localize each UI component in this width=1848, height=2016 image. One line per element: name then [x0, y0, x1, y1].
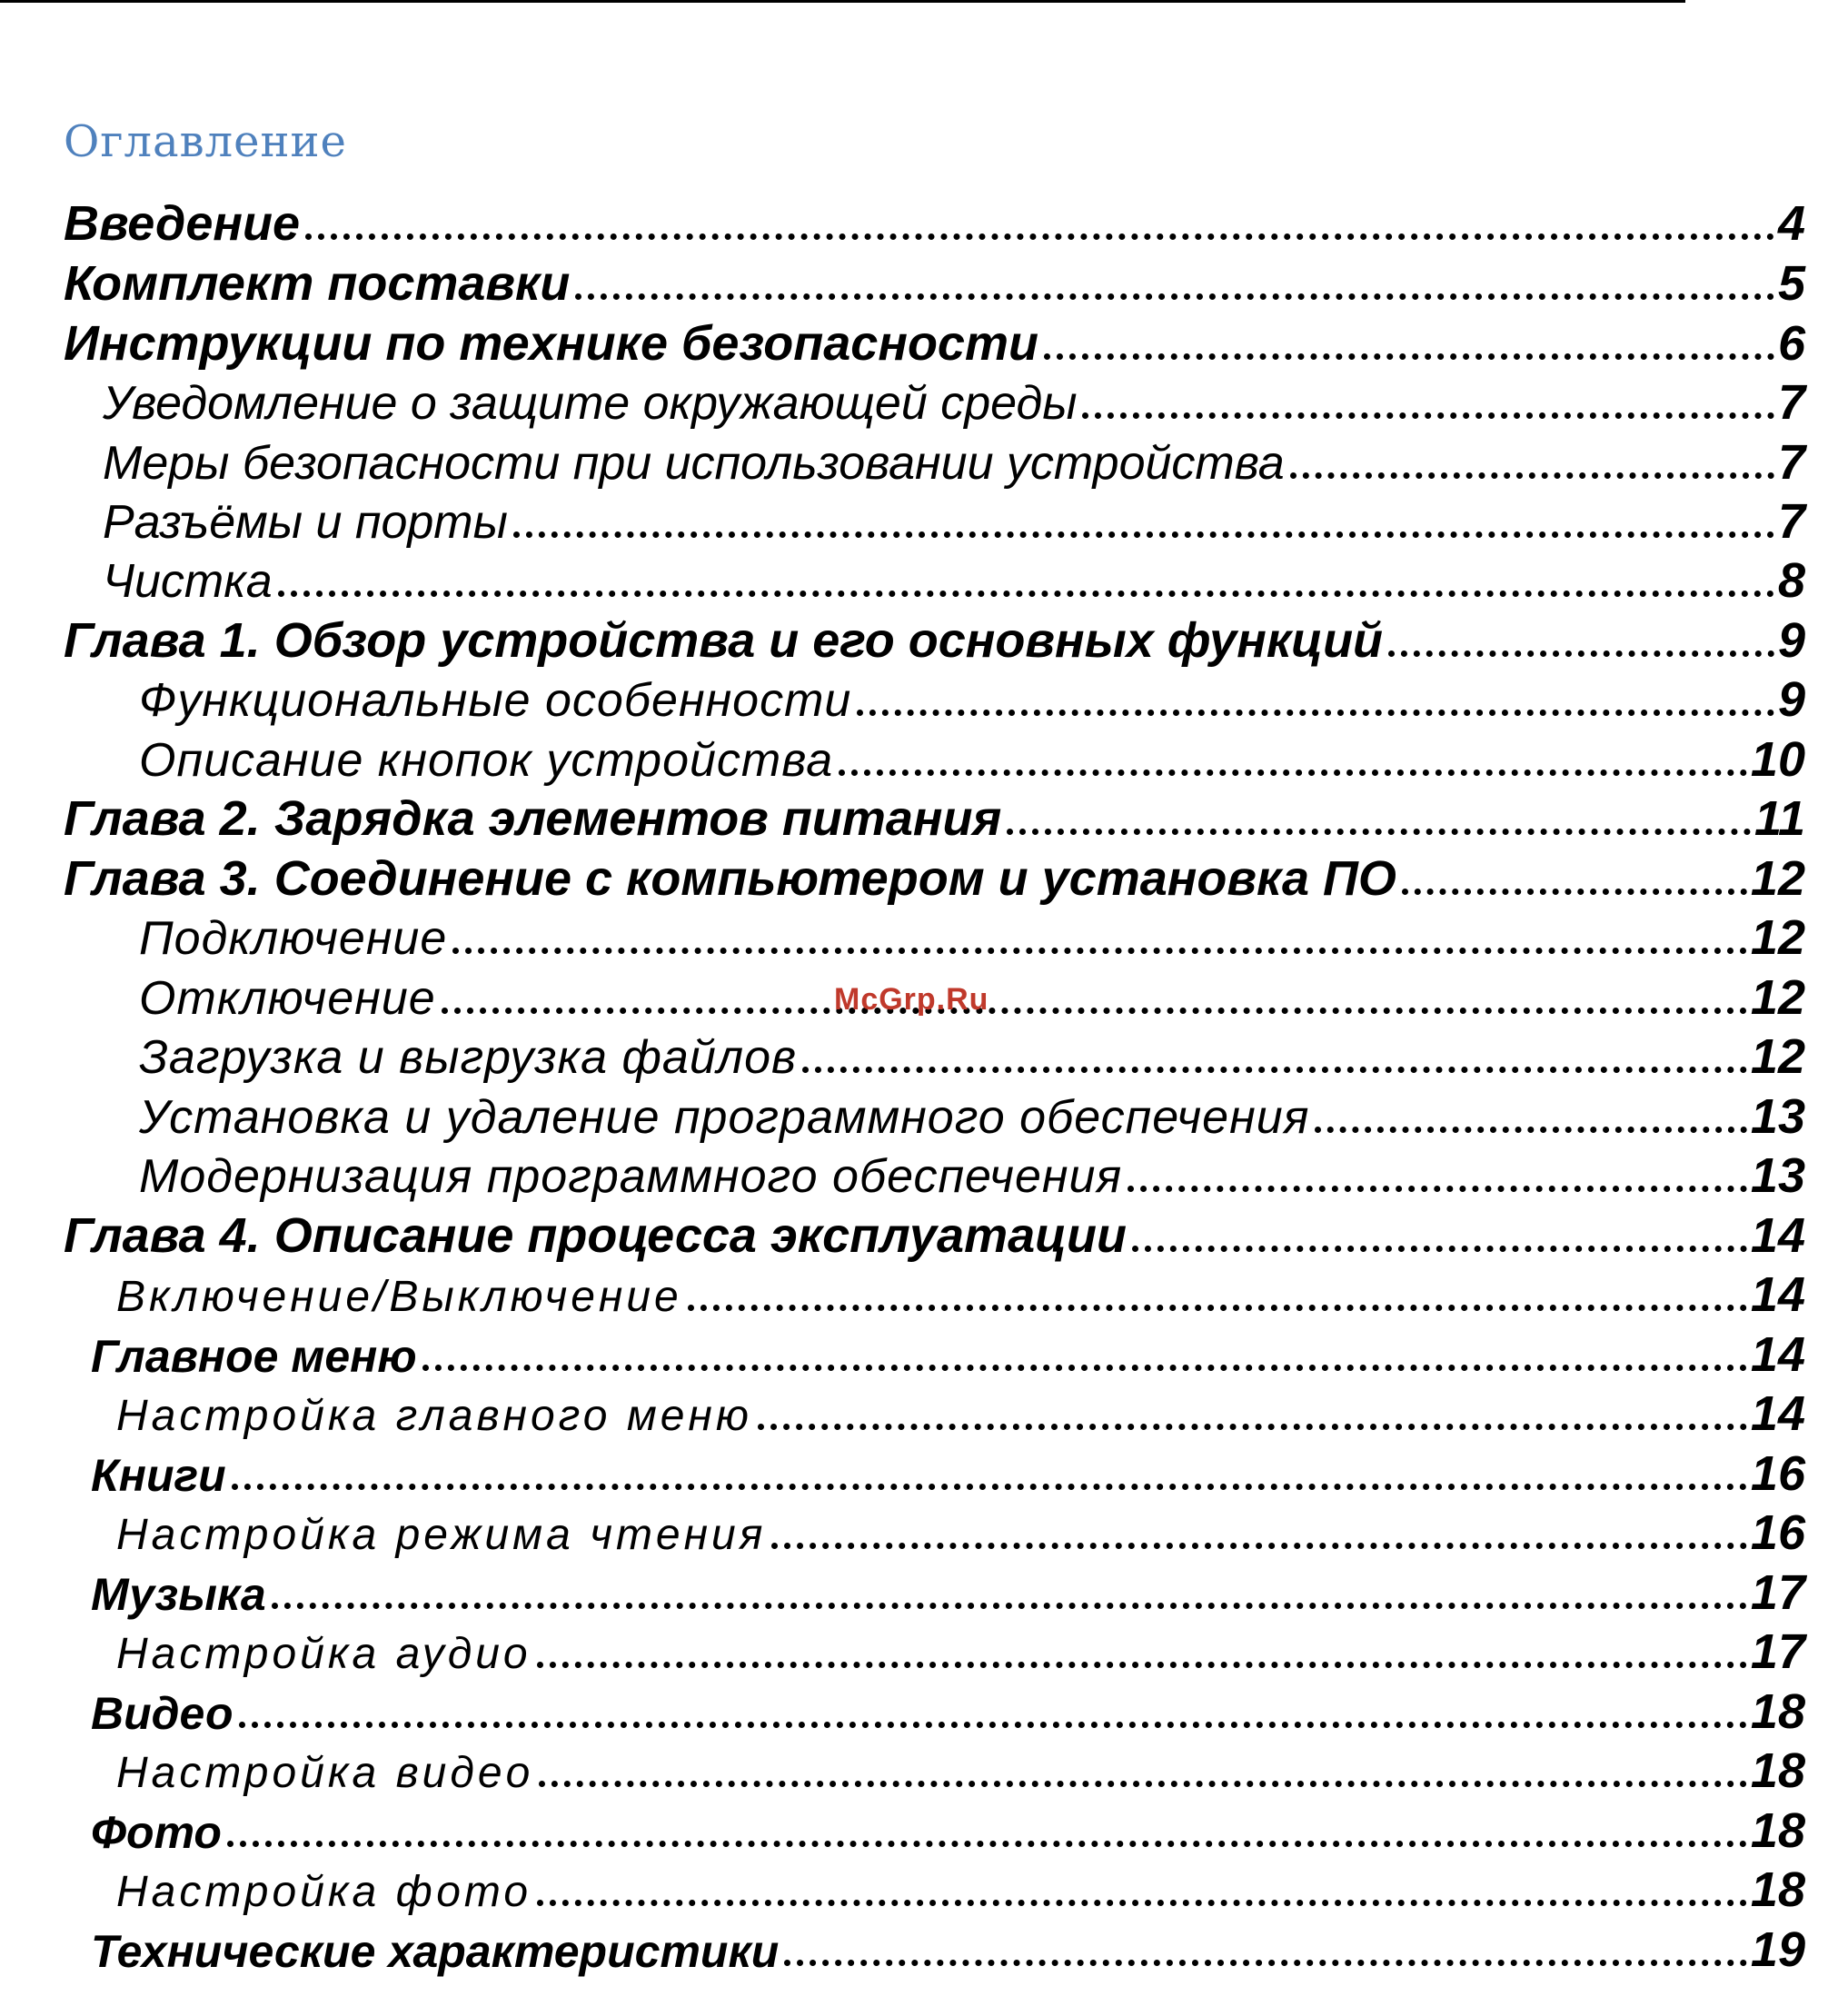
toc-entry-page: 12 [1750, 970, 1805, 1025]
toc-entry-page: 9 [1777, 672, 1805, 727]
toc-entry-label: Глава 2. Зарядка элементов питания [64, 791, 1002, 846]
toc-entry[interactable] [0, 1557, 1805, 1620]
toc-entry-page: 16 [1750, 1505, 1805, 1560]
toc-entry-label: Чистка [103, 555, 273, 608]
toc-entry[interactable] [0, 1497, 1805, 1560]
toc-entry-label: Настройка режима чтения [116, 1511, 767, 1559]
toc-leader-dots [771, 1543, 1747, 1549]
toc-leader-dots [1007, 829, 1751, 835]
toc-leader-dots [857, 710, 1774, 716]
toc-heading: Оглавление [64, 116, 347, 167]
toc-entry-page: 13 [1750, 1089, 1805, 1144]
toc-entry-page: 19 [1750, 1922, 1805, 1977]
toc-leader-dots [537, 1900, 1747, 1906]
toc-entry[interactable] [0, 427, 1805, 490]
toc-entry[interactable] [0, 1200, 1805, 1263]
toc-entry[interactable] [0, 1676, 1805, 1739]
toc-entry-label: Главное меню [91, 1331, 417, 1382]
toc-leader-dots [1082, 412, 1773, 419]
toc-leader-dots [539, 1781, 1747, 1787]
toc-entry[interactable] [0, 783, 1805, 846]
toc-entry-label: Функциональные особенности [139, 674, 852, 727]
toc-entry-label: Глава 1. Обзор устройства и его основных функций [64, 613, 1384, 668]
toc-leader-dots [1044, 353, 1774, 360]
toc-entry[interactable] [0, 1140, 1805, 1203]
toc-entry[interactable] [0, 843, 1805, 906]
toc-leader-dots [1402, 889, 1747, 895]
toc-leader-dots [422, 1365, 1747, 1371]
toc-entry-page: 14 [1750, 1386, 1805, 1441]
toc-entry[interactable] [0, 724, 1805, 787]
toc-entry[interactable] [0, 1438, 1805, 1501]
toc-leader-dots [442, 1008, 1747, 1014]
toc-leader-dots [513, 531, 1774, 538]
toc-entry-page: 14 [1750, 1327, 1805, 1382]
toc-entry[interactable] [0, 1259, 1805, 1322]
toc-entry[interactable] [0, 664, 1805, 727]
toc-leader-dots [1290, 472, 1774, 479]
toc-entry-label: Загрузка и выгрузка файлов [139, 1031, 798, 1084]
toc-leader-dots [278, 591, 1774, 597]
toc-entry-label: Инструкции по технике безопасности [64, 316, 1038, 371]
toc-entry[interactable] [0, 605, 1805, 668]
toc-entry[interactable] [0, 1735, 1805, 1798]
toc-entry-page: 7 [1777, 375, 1805, 430]
toc-entry[interactable] [0, 1378, 1805, 1441]
toc-entry-page: 18 [1750, 1862, 1805, 1917]
toc-leader-dots [1315, 1127, 1747, 1133]
toc-entry[interactable] [0, 1081, 1805, 1144]
toc-entry[interactable] [0, 545, 1805, 608]
toc-entry-page: 8 [1777, 553, 1805, 608]
toc-leader-dots [232, 1484, 1747, 1490]
toc-entry-label: Глава 3. Соединение с компьютером и установка ПО [64, 851, 1396, 906]
toc-entry-label: Модернизация программного обеспечения [139, 1150, 1123, 1203]
toc-entry-label: Настройка аудио [116, 1630, 532, 1678]
toc-entry[interactable] [0, 1319, 1805, 1382]
toc-entry[interactable] [0, 367, 1805, 430]
toc-entry-page: 11 [1754, 791, 1805, 846]
toc-leader-dots [839, 770, 1747, 776]
toc-entry-label: Включение/Выключение [116, 1273, 682, 1321]
toc-entry-label: Комплект поставки [64, 256, 571, 311]
toc-entry-label: Уведомление о защите окружающей среды [103, 377, 1078, 430]
toc-entry-page: 13 [1750, 1148, 1805, 1203]
toc-entry-page: 18 [1750, 1743, 1805, 1798]
toc-leader-dots [802, 1067, 1747, 1073]
toc-leader-dots [575, 293, 1774, 300]
toc-leader-dots [239, 1722, 1747, 1728]
toc-entry-page: 14 [1750, 1267, 1805, 1322]
toc-entry[interactable] [0, 188, 1805, 251]
toc-entry[interactable] [0, 1854, 1805, 1917]
toc-entry-label: Настройка фото [116, 1868, 532, 1916]
toc-leader-dots [305, 233, 1774, 240]
toc-entry[interactable] [0, 486, 1805, 549]
toc-entry-page: 6 [1777, 316, 1805, 371]
toc-leader-dots [1128, 1186, 1747, 1192]
toc-entry-page: 4 [1777, 196, 1805, 251]
toc-entry-label: Настройка видео [116, 1749, 534, 1797]
toc-leader-dots [1388, 650, 1774, 657]
toc-leader-dots [784, 1960, 1747, 1966]
toc-entry-label: Меры безопасности при использовании устройства [103, 437, 1285, 490]
toc-entry-page: 7 [1777, 435, 1805, 490]
toc-entry-label: Разъёмы и порты [103, 496, 508, 549]
toc-entry-label: Введение [64, 196, 301, 251]
toc-entry-label: Глава 4. Описание процесса эксплуатации [64, 1208, 1127, 1263]
toc-entry-page: 18 [1750, 1803, 1805, 1858]
toc-leader-dots [452, 948, 1747, 954]
toc-entry-label: Книги [91, 1450, 226, 1501]
toc-entry[interactable] [0, 1914, 1805, 1977]
toc-entry[interactable] [0, 1616, 1805, 1679]
toc-entry-page: 14 [1750, 1208, 1805, 1263]
toc-entry-label: Подключение [139, 912, 448, 965]
toc-entry-page: 16 [1750, 1446, 1805, 1501]
toc-entry-page: 10 [1750, 732, 1805, 787]
toc-entry-label: Технические характеристики [91, 1926, 780, 1977]
toc-leader-dots [688, 1305, 1747, 1311]
toc-entry-page: 17 [1750, 1565, 1805, 1620]
toc-leader-dots [758, 1424, 1747, 1430]
toc-entry[interactable] [0, 308, 1805, 371]
toc-entry[interactable] [0, 1021, 1805, 1084]
toc-leader-dots [272, 1603, 1747, 1609]
toc-entry-label: Отключение [139, 972, 436, 1025]
top-rule [0, 0, 1685, 3]
toc-entry-label: Установка и удаление программного обеспечения [139, 1091, 1310, 1144]
toc-entry-page: 17 [1750, 1624, 1805, 1679]
toc-entry-page: 12 [1750, 910, 1805, 965]
toc-entry-label: Фото [91, 1807, 222, 1858]
toc-leader-dots [227, 1841, 1747, 1847]
toc-entry-page: 18 [1750, 1684, 1805, 1739]
toc-entry[interactable] [0, 248, 1805, 311]
toc-entry-page: 9 [1777, 613, 1805, 668]
toc-entry[interactable] [0, 902, 1805, 965]
toc-entry-label: Настройка главного меню [116, 1392, 752, 1440]
toc-entry-label: Видео [91, 1688, 233, 1739]
toc-entry-page: 12 [1750, 851, 1805, 906]
toc-entry-page: 12 [1750, 1029, 1805, 1084]
toc-entry-label: Описание кнопок устройства [139, 734, 834, 787]
toc-entry-page: 7 [1777, 494, 1805, 549]
toc-entry[interactable] [0, 1795, 1805, 1858]
toc-entry-label: Музыка [91, 1569, 266, 1620]
toc-leader-dots [1132, 1246, 1747, 1252]
toc-entry-page: 5 [1777, 256, 1805, 311]
toc-leader-dots [537, 1662, 1747, 1668]
watermark: McGrp.Ru [834, 982, 989, 1017]
